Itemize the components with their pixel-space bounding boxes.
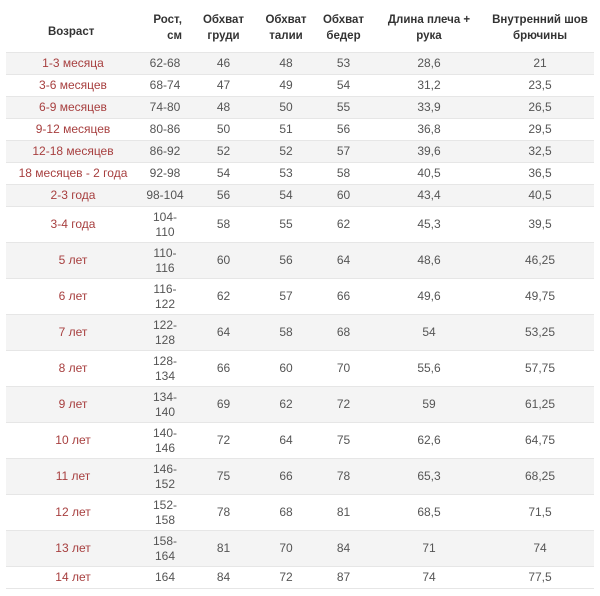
chest-cell: 58 [190,207,257,243]
waist-cell: 68 [257,495,315,531]
header-age: Возраст [6,6,140,53]
sleeve-cell: 43,4 [372,185,486,207]
height-line-2: 134 [154,368,176,383]
table-header [6,6,594,53]
sleeve-cell: 68,5 [372,495,486,531]
hips-cell: 62 [315,207,372,243]
height-cell [140,119,190,141]
age-cell: 13 лет [6,531,140,567]
height-line-2: 110 [155,224,175,239]
age-cell: 14 лет [6,567,140,589]
height-line-1: 62-68 [149,56,181,70]
table-row [6,141,594,163]
inseam-cell: 39,5 [486,207,594,243]
waist-cell: 48 [257,53,315,75]
height-cell [140,97,190,119]
waist-cell: 72 [257,567,315,589]
age-cell: 9-12 месяцев [6,119,140,141]
height-line-2: 164 [154,548,176,563]
chest-cell: 72 [190,423,257,459]
hips-cell: 53 [315,53,372,75]
chest-cell: 75 [190,459,257,495]
height-line-1: 104- [152,209,178,224]
sleeve-cell: 74 [372,567,486,589]
height-cell [140,387,190,423]
hips-cell: 60 [315,185,372,207]
height-cell [140,75,190,97]
waist-cell: 70 [257,531,315,567]
height-line-1: 92-98 [149,166,181,180]
inseam-cell: 46,25 [486,243,594,279]
chest-cell: 46 [190,53,257,75]
age-cell: 6 лет [6,279,140,315]
age-cell: 8 лет [6,351,140,387]
height-cell [140,279,190,315]
table-row [6,119,594,141]
waist-cell: 56 [257,243,315,279]
sleeve-cell: 45,3 [372,207,486,243]
chest-cell: 81 [190,531,257,567]
header-chest: Обхват груди [190,6,257,53]
table-row [6,75,594,97]
hips-cell: 56 [315,119,372,141]
height-line-2: 122 [154,296,176,311]
height-line-1: 116- [153,281,177,296]
table-row [6,387,594,423]
chest-cell: 47 [190,75,257,97]
age-cell: 12-18 месяцев [6,141,140,163]
chest-cell: 78 [190,495,257,531]
table-row [6,207,594,243]
height-line-1: 80-86 [149,122,181,136]
chest-cell: 62 [190,279,257,315]
inseam-cell: 77,5 [486,567,594,589]
chest-cell: 54 [190,163,257,185]
chest-cell: 66 [190,351,257,387]
height-line-1: 86-92 [149,144,181,158]
waist-cell: 54 [257,185,315,207]
table-row [6,185,594,207]
height-line-1: 152- [152,497,178,512]
age-cell: 7 лет [6,315,140,351]
chest-cell: 56 [190,185,257,207]
height-line-1: 128- [152,353,178,368]
inseam-cell: 29,5 [486,119,594,141]
age-cell: 10 лет [6,423,140,459]
waist-cell: 62 [257,387,315,423]
inseam-cell: 68,25 [486,459,594,495]
height-line-1: 68-74 [149,78,181,92]
sleeve-cell: 36,8 [372,119,486,141]
height-cell [140,567,190,589]
size-table [6,6,594,589]
height-line-1: 98-104 [146,188,184,202]
sleeve-cell: 33,9 [372,97,486,119]
hips-cell: 64 [315,243,372,279]
waist-cell: 51 [257,119,315,141]
inseam-cell: 74 [486,531,594,567]
inseam-cell: 71,5 [486,495,594,531]
waist-cell: 66 [257,459,315,495]
table-row [6,459,594,495]
header-inseam: Внутренний шов брючины [486,6,594,53]
table-row [6,163,594,185]
table-row [6,279,594,315]
height-line-1: 146- [152,461,178,476]
inseam-cell: 26,5 [486,97,594,119]
table-row [6,495,594,531]
hips-cell: 55 [315,97,372,119]
sleeve-cell: 48,6 [372,243,486,279]
inseam-cell: 21 [486,53,594,75]
inseam-cell: 61,25 [486,387,594,423]
hips-cell: 58 [315,163,372,185]
table-row [6,243,594,279]
sleeve-cell: 55,6 [372,351,486,387]
sleeve-cell: 59 [372,387,486,423]
sleeve-cell: 39,6 [372,141,486,163]
hips-cell: 75 [315,423,372,459]
height-line-1: 122- [152,317,178,332]
height-line-1: 164 [154,570,176,584]
height-cell [140,495,190,531]
chest-cell: 69 [190,387,257,423]
waist-cell: 64 [257,423,315,459]
height-cell [140,163,190,185]
chest-cell: 50 [190,119,257,141]
waist-cell: 55 [257,207,315,243]
sleeve-cell: 62,6 [372,423,486,459]
height-line-1: 158- [152,533,178,548]
table-row [6,567,594,589]
table-row [6,53,594,75]
inseam-cell: 57,75 [486,351,594,387]
chest-cell: 52 [190,141,257,163]
height-line-2: 158 [154,512,176,527]
height-line-1: 140- [152,425,178,440]
height-cell [140,531,190,567]
chest-cell: 48 [190,97,257,119]
height-cell [140,53,190,75]
chest-cell: 60 [190,243,257,279]
height-line-2: 128 [154,332,176,347]
age-cell: 18 месяцев - 2 года [6,163,140,185]
sleeve-cell: 71 [372,531,486,567]
height-cell [140,243,190,279]
age-cell: 1-3 месяца [6,53,140,75]
waist-cell: 58 [257,315,315,351]
height-cell [140,315,190,351]
header-height: Рост, см [140,6,190,53]
sleeve-cell: 54 [372,315,486,351]
hips-cell: 87 [315,567,372,589]
height-line-2: 140 [154,404,176,419]
height-cell [140,185,190,207]
age-cell: 12 лет [6,495,140,531]
table-row [6,315,594,351]
inseam-cell: 36,5 [486,163,594,185]
height-line-1: 74-80 [149,100,181,114]
hips-cell: 72 [315,387,372,423]
table-body [6,53,594,589]
table-row [6,531,594,567]
inseam-cell: 64,75 [486,423,594,459]
age-cell: 6-9 месяцев [6,97,140,119]
height-line-1: 110- [153,245,177,260]
waist-cell: 60 [257,351,315,387]
table-row [6,423,594,459]
header-sleeve: Длина плеча + рука [372,6,486,53]
age-cell: 9 лет [6,387,140,423]
chest-cell: 64 [190,315,257,351]
height-line-2: 146 [154,440,176,455]
sleeve-cell: 40,5 [372,163,486,185]
hips-cell: 81 [315,495,372,531]
table-row [6,97,594,119]
hips-cell: 84 [315,531,372,567]
height-line-2: 152 [154,476,176,491]
inseam-cell: 49,75 [486,279,594,315]
inseam-cell: 53,25 [486,315,594,351]
waist-cell: 53 [257,163,315,185]
height-line-1: 134- [152,389,178,404]
height-cell [140,351,190,387]
inseam-cell: 23,5 [486,75,594,97]
waist-cell: 52 [257,141,315,163]
waist-cell: 57 [257,279,315,315]
height-line-2: 116 [155,260,175,275]
chest-cell: 84 [190,567,257,589]
hips-cell: 68 [315,315,372,351]
height-cell [140,423,190,459]
inseam-cell: 32,5 [486,141,594,163]
sleeve-cell: 31,2 [372,75,486,97]
sleeve-cell: 49,6 [372,279,486,315]
inseam-cell: 40,5 [486,185,594,207]
header-waist: Обхват талии [257,6,315,53]
hips-cell: 57 [315,141,372,163]
hips-cell: 70 [315,351,372,387]
hips-cell: 66 [315,279,372,315]
age-cell: 2-3 года [6,185,140,207]
height-cell [140,141,190,163]
table-row [6,351,594,387]
age-cell: 3-6 месяцев [6,75,140,97]
waist-cell: 50 [257,97,315,119]
age-cell: 11 лет [6,459,140,495]
age-cell: 3-4 года [6,207,140,243]
header-row [6,6,594,53]
sleeve-cell: 65,3 [372,459,486,495]
height-cell [140,207,190,243]
age-cell: 5 лет [6,243,140,279]
sleeve-cell: 28,6 [372,53,486,75]
waist-cell: 49 [257,75,315,97]
hips-cell: 78 [315,459,372,495]
hips-cell: 54 [315,75,372,97]
height-cell [140,459,190,495]
header-hips: Обхват бедер [315,6,372,53]
